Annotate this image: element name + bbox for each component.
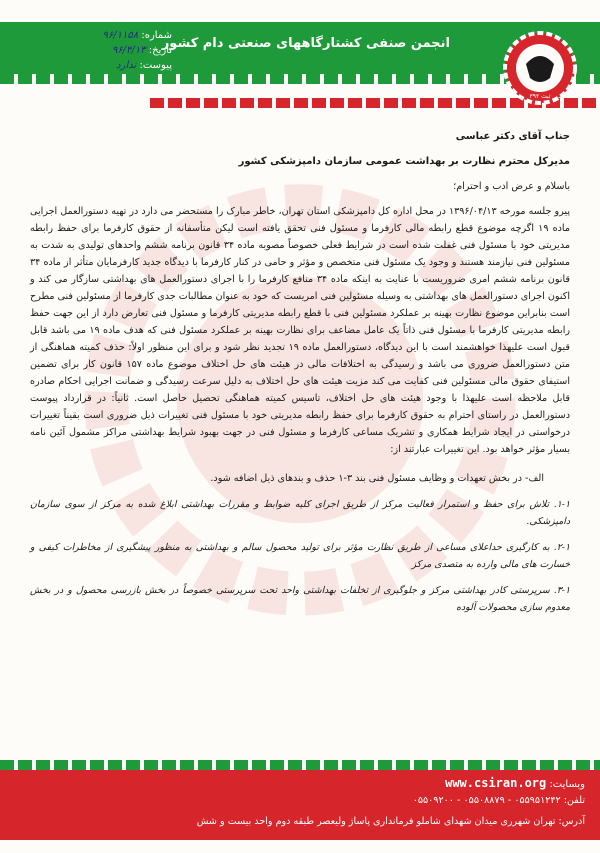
greeting: باسلام و عرض ادب و احترام؛ — [453, 181, 570, 192]
footer-address: آدرس: تهران شهرری میدان شهدای شاملو فرمانداری پاساژ ولیعصر طبقه دوم واحد بیست و شش — [196, 816, 585, 827]
list-item: ۲-۱. به کارگیری حداعلای مساعی از طریق نظارت مؤثر برای تولید محصول سالم و بهداشتی به منظور پیشگیری از مخاطرات کیفی و خسارت های مالی وارده به متصدی مرکز — [30, 542, 570, 570]
website-label: وبسایت: — [549, 779, 585, 790]
date-label: تاریخ: — [148, 45, 172, 56]
org-name: انجمن صنفی کشتارگاههای صنعتی دام کشور — [161, 36, 450, 51]
date-value: ۹۶/۴/۱۳ — [111, 45, 146, 56]
attachment-label: پیوست: — [139, 60, 172, 71]
main-paragraph: پیرو جلسه مورخه ۱۳۹۶/۰۴/۱۳ در محل اداره کل دامپزشکی استان تهران، خاطر مبارک را مستحضر می دارد در تهیه دستورالعمل اجرایی ماده ۱۹ اگرچه موضوع قطع رابطه مالی کارفرما و مسئول فنی تحقق یافته است لیکن متأسفانه از حقوق کارفرما برای حفظ رابطه مدیریتی خود با مسئول فنی غفلت شده است در شرایط فعلی خصوصاً مصوبه ماده ۳۴ قانون برنامه ششم واحدهای تولیدی به شدت به مسئولین فنی نیازمند هستند و وجود یک مسئول فنی متخصص و مؤثر و حامی در کنار کارفرما با دیدگاه جدید کارفرمایان متأثر از ماده ۳۴ قانون برنامه ششم امری ضروریست با عنایت به اینکه ماده ۳۴ منافع کارفرما را با اجرای دستورالعمل های بهداشتی سازگار می کند و اکنون اجرای دستورالعمل های بهداشتی به وسیله مسئولین فنی امریست که خود به عنوان مطالبات جدی کارفرما از مسئولین فنی مطرح است بنابراین موضوع نظارت بهینه بر عملکرد مسئولین فنی با قطع رابطه مدیریتی کارفرما و مسئول فنی تعارض دارد از این جهت حفظ رابطه مدیریتی کارفرما با مسئول فنی ذاتاً یک عامل مضاعف برای نظارت بهینه بر عملکرد مسئول فنی که هدف ماده ۱۹ می باشد قابل قبول است علیهذا خواهشمند است با این دیدگاه، دستورالعمل ماده ۱۹ تجدید نظر شود و برای این منظور اولاً: حذف کمیته هماهنگی از متن دستورالعمل ضروری می باشد و رسیدگی به اختلافات مالی در هیئت های حل اختلاف موضوع ماده ۱۵۷ قانون کار برای تضمین استیفای حقوق مالی مسئولین فنی کفایت می کند مزیت هیئت های حل اختلاف به دلیل سرعت رسیدگی و ضمانت اجرایی احکام صادره قابل ملاحظه است علیهذا با وجود هیئت های حل اختلاف، تاسیس کمیته هماهنگی تحصیل حاصل است. ثانیاً: در قرارداد پیوست دستورالعمل در راستای احترام به حقوق کارفرما برای حفظ رابطه مدیریتی خود با مسئول فنی تغییرات ذیل ضروری است بقیناً تغییرات درخواستی در ایجاد شرایط همکاری و تشریک مساعی کارفرما و مسئول فنی در جهت بهبود شرایط بهداشتی مراکز مشمول آئین نامه بسیار مؤثر خواهد بود. این تغییرات عبارتند از: — [30, 206, 570, 455]
attachment-row — [22, 58, 172, 73]
list-item: ۱-۱. تلاش برای حفظ و استمرار فعالیت مرکز از طریق اجرای کلیه ضوابط و مقررات بهداشتی ابلاغ شده به مرکز از سوی سازمان دامپزشکی. — [30, 499, 570, 527]
attachment-value: ندارد — [116, 60, 137, 71]
date-row — [22, 43, 172, 58]
footer-website — [385, 776, 585, 790]
recipient: جناب آقای دکتر عباسی — [455, 131, 570, 142]
recipient-title: مدیرکل محترم نظارت بر بهداشت عمومی سازمان دامپزشکی کشور — [238, 156, 570, 167]
letter-body — [30, 128, 570, 616]
number-value: ۹۶/۱۱۵۸ — [102, 30, 139, 41]
number-row — [22, 28, 172, 43]
letter-meta — [22, 28, 172, 73]
footer-ornament — [0, 760, 600, 770]
section-a: الف- در بخش تعهدات و وظایف مسئول فنی بند ۳-۱ حذف و بندهای ذیل اضافه شود. — [210, 473, 544, 484]
list-item: ۳-۱. سرپرستی کادر بهداشتی مرکز و جلوگیری از تخلفات بهداشتی واحد تحت سرپرستی خصوصاً در بخش بازرسی محصول و در بخش معدوم سازی محصولات آلوده — [30, 585, 570, 613]
org-logo-icon — [502, 30, 578, 106]
footer-phone: تلفن: ۰۵۵۹۵۱۲۴۲ - ۰۵۵۰۸۸۷۹ - ۰۵۵۰۹۲۰۰ — [412, 795, 585, 806]
number-label: شماره: — [141, 30, 172, 41]
logo-small-text: ثبت ۳۹۲ — [529, 93, 551, 100]
website-link[interactable]: www.csiran.org — [445, 776, 547, 790]
